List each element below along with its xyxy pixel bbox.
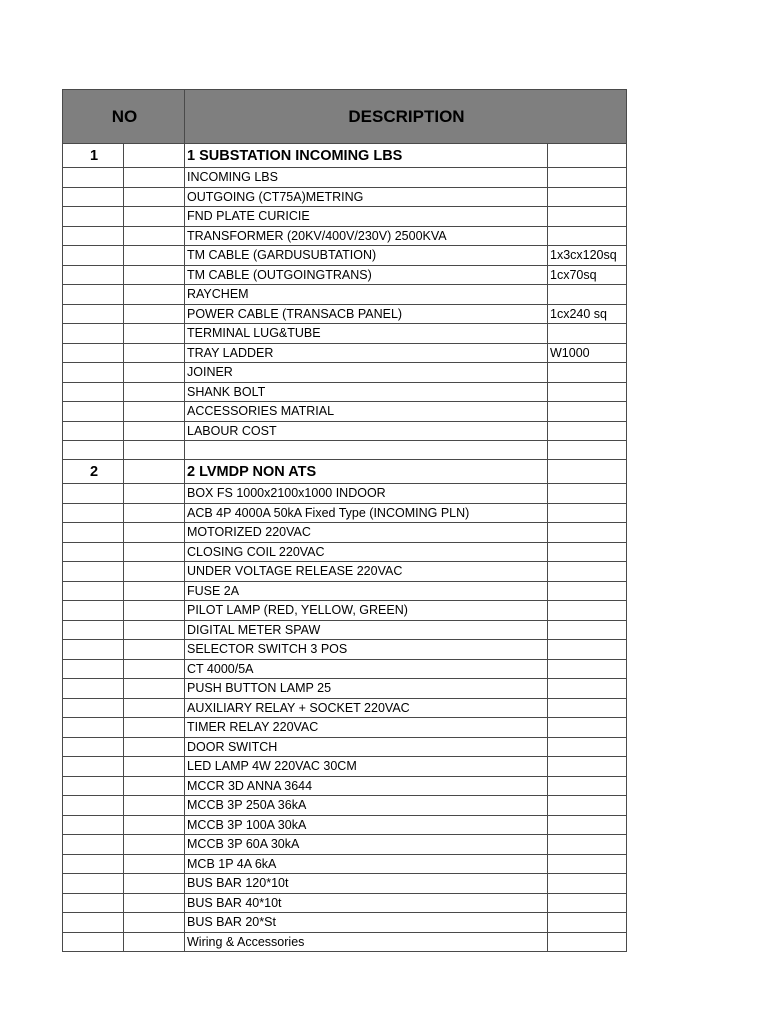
cell-sub[interactable]: [124, 265, 185, 285]
cell-sub[interactable]: [124, 542, 185, 562]
bill-of-materials-table: [62, 89, 627, 952]
cell-no[interactable]: [63, 207, 124, 227]
cell-spec[interactable]: [548, 893, 627, 913]
cell-no[interactable]: [63, 932, 124, 952]
table-row: [63, 932, 627, 952]
cell-no[interactable]: [63, 601, 124, 621]
cell-spec[interactable]: [548, 854, 627, 874]
cell-no[interactable]: [63, 776, 124, 796]
cell-no[interactable]: [63, 835, 124, 855]
cell-no[interactable]: 1: [63, 144, 124, 168]
cell-sub[interactable]: [124, 324, 185, 344]
table-row: [63, 620, 627, 640]
cell-sub[interactable]: [124, 484, 185, 504]
cell-sub[interactable]: [124, 460, 185, 484]
cell-description[interactable]: FUSE 2A: [185, 581, 548, 601]
cell-sub[interactable]: [124, 363, 185, 383]
cell-description[interactable]: SHANK BOLT: [185, 382, 548, 402]
cell-sub[interactable]: [124, 796, 185, 816]
cell-sub[interactable]: [124, 835, 185, 855]
section-row: [63, 460, 627, 484]
cell-spec[interactable]: [548, 285, 627, 305]
table-row: [63, 854, 627, 874]
cell-spec[interactable]: [548, 659, 627, 679]
table-row: [63, 304, 627, 324]
cell-sub[interactable]: [124, 144, 185, 168]
cell-no[interactable]: 2: [63, 460, 124, 484]
header-no: NO: [63, 90, 185, 144]
cell-no[interactable]: [63, 893, 124, 913]
cell-no[interactable]: [63, 659, 124, 679]
cell-description[interactable]: RAYCHEM: [185, 285, 548, 305]
cell-sub[interactable]: [124, 207, 185, 227]
cell-sub[interactable]: [124, 913, 185, 933]
cell-description[interactable]: TM CABLE (OUTGOINGTRANS): [185, 265, 548, 285]
cell-sub[interactable]: [124, 718, 185, 738]
table-row: [63, 776, 627, 796]
cell-no[interactable]: [63, 913, 124, 933]
cell-description[interactable]: SELECTOR SWITCH 3 POS: [185, 640, 548, 660]
cell-spec[interactable]: [548, 620, 627, 640]
cell-sub[interactable]: [124, 168, 185, 188]
cell-no[interactable]: [63, 441, 124, 460]
cell-no[interactable]: [63, 757, 124, 777]
cell-spec[interactable]: [548, 718, 627, 738]
cell-sub[interactable]: [124, 421, 185, 441]
cell-spec[interactable]: 1cx240 sq: [548, 304, 627, 324]
cell-no[interactable]: [63, 562, 124, 582]
cell-no[interactable]: [63, 698, 124, 718]
cell-sub[interactable]: [124, 503, 185, 523]
table-row: [63, 835, 627, 855]
cell-spec[interactable]: [548, 601, 627, 621]
cell-sub[interactable]: [124, 285, 185, 305]
cell-sub[interactable]: [124, 562, 185, 582]
cell-spec[interactable]: [548, 144, 627, 168]
table-row: [63, 382, 627, 402]
table-row: [63, 421, 627, 441]
cell-sub[interactable]: [124, 698, 185, 718]
cell-sub[interactable]: [124, 640, 185, 660]
cell-description[interactable]: LED LAMP 4W 220VAC 30CM: [185, 757, 548, 777]
spreadsheet: [62, 89, 626, 952]
cell-no[interactable]: [63, 285, 124, 305]
cell-description[interactable]: CLOSING COIL 220VAC: [185, 542, 548, 562]
cell-sub[interactable]: [124, 659, 185, 679]
cell-no[interactable]: [63, 815, 124, 835]
table-row: [63, 640, 627, 660]
cell-sub[interactable]: [124, 854, 185, 874]
cell-spec[interactable]: [548, 640, 627, 660]
cell-no[interactable]: [63, 874, 124, 894]
table-row: [63, 601, 627, 621]
cell-description[interactable]: POWER CABLE (TRANSACB PANEL): [185, 304, 548, 324]
cell-description[interactable]: MCCB 3P 60A 30kA: [185, 835, 548, 855]
cell-description[interactable]: BUS BAR 20*St: [185, 913, 548, 933]
cell-sub[interactable]: [124, 815, 185, 835]
cell-spec[interactable]: [548, 776, 627, 796]
cell-no[interactable]: [63, 421, 124, 441]
cell-no[interactable]: [63, 187, 124, 207]
cell-description[interactable]: MOTORIZED 220VAC: [185, 523, 548, 543]
table-row: [63, 265, 627, 285]
table-row: [63, 343, 627, 363]
cell-spec[interactable]: [548, 523, 627, 543]
cell-spec[interactable]: [548, 757, 627, 777]
cell-spec[interactable]: [548, 913, 627, 933]
cell-spec[interactable]: [548, 796, 627, 816]
cell-description[interactable]: MCCB 3P 100A 30kA: [185, 815, 548, 835]
cell-no[interactable]: [63, 363, 124, 383]
cell-sub[interactable]: [124, 304, 185, 324]
cell-description[interactable]: JOINER: [185, 363, 548, 383]
cell-description[interactable]: TM CABLE (GARDUSUBTATION): [185, 246, 548, 266]
cell-no[interactable]: [63, 304, 124, 324]
table-row: [63, 187, 627, 207]
cell-spec[interactable]: [548, 835, 627, 855]
cell-no[interactable]: [63, 737, 124, 757]
cell-no[interactable]: [63, 620, 124, 640]
table-row: [63, 226, 627, 246]
cell-description[interactable]: MCB 1P 4A 6kA: [185, 854, 548, 874]
cell-no[interactable]: [63, 402, 124, 422]
cell-spec[interactable]: [548, 874, 627, 894]
cell-spec[interactable]: [548, 484, 627, 504]
table-row: [63, 207, 627, 227]
cell-sub[interactable]: [124, 246, 185, 266]
cell-sub[interactable]: [124, 581, 185, 601]
table-row: [63, 523, 627, 543]
cell-no[interactable]: [63, 265, 124, 285]
cell-spec[interactable]: 1x3cx120sq: [548, 246, 627, 266]
cell-sub[interactable]: [124, 874, 185, 894]
cell-sub[interactable]: [124, 737, 185, 757]
cell-description[interactable]: CT 4000/5A: [185, 659, 548, 679]
cell-description[interactable]: BOX FS 1000x2100x1000 INDOOR: [185, 484, 548, 504]
table-row: [63, 679, 627, 699]
table-row: [63, 285, 627, 305]
table-row: [63, 441, 627, 460]
cell-description[interactable]: Wiring & Accessories: [185, 932, 548, 952]
table-row: [63, 542, 627, 562]
table-row: [63, 815, 627, 835]
cell-description[interactable]: PILOT LAMP (RED, YELLOW, GREEN): [185, 601, 548, 621]
cell-description[interactable]: OUTGOING (CT75A)METRING: [185, 187, 548, 207]
cell-description[interactable]: TERMINAL LUG&TUBE: [185, 324, 548, 344]
cell-description[interactable]: UNDER VOLTAGE RELEASE 220VAC: [185, 562, 548, 582]
cell-spec[interactable]: [548, 363, 627, 383]
cell-description[interactable]: MCCB 3P 250A 36kA: [185, 796, 548, 816]
cell-spec[interactable]: [548, 932, 627, 952]
cell-description[interactable]: PUSH BUTTON LAMP 25: [185, 679, 548, 699]
cell-no[interactable]: [63, 581, 124, 601]
cell-sub[interactable]: [124, 343, 185, 363]
cell-description[interactable]: 2 LVMDP NON ATS: [185, 460, 548, 484]
cell-no[interactable]: [63, 542, 124, 562]
table-row: [63, 246, 627, 266]
table-row: [63, 168, 627, 188]
cell-spec[interactable]: [548, 815, 627, 835]
section-row: [63, 144, 627, 168]
cell-sub[interactable]: [124, 757, 185, 777]
table-row: [63, 796, 627, 816]
table-row: [63, 324, 627, 344]
cell-no[interactable]: [63, 226, 124, 246]
cell-no[interactable]: [63, 343, 124, 363]
cell-description[interactable]: 1 SUBSTATION INCOMING LBS: [185, 144, 548, 168]
cell-sub[interactable]: [124, 187, 185, 207]
cell-description[interactable]: TRANSFORMER (20KV/400V/230V) 2500KVA: [185, 226, 548, 246]
cell-description[interactable]: BUS BAR 40*10t: [185, 893, 548, 913]
table-row: [63, 698, 627, 718]
cell-spec[interactable]: W1000: [548, 343, 627, 363]
cell-no[interactable]: [63, 382, 124, 402]
cell-spec[interactable]: [548, 441, 627, 460]
cell-description[interactable]: DOOR SWITCH: [185, 737, 548, 757]
cell-no[interactable]: [63, 246, 124, 266]
cell-spec[interactable]: [548, 187, 627, 207]
table-row: [63, 484, 627, 504]
cell-spec[interactable]: [548, 542, 627, 562]
cell-description[interactable]: INCOMING LBS: [185, 168, 548, 188]
cell-description[interactable]: ACB 4P 4000A 50kA Fixed Type (INCOMING PLN): [185, 503, 548, 523]
cell-sub[interactable]: [124, 893, 185, 913]
cell-spec[interactable]: [548, 679, 627, 699]
table-row: [63, 757, 627, 777]
cell-sub[interactable]: [124, 402, 185, 422]
cell-sub[interactable]: [124, 382, 185, 402]
cell-spec[interactable]: [548, 581, 627, 601]
cell-spec[interactable]: [548, 207, 627, 227]
cell-spec[interactable]: [548, 168, 627, 188]
cell-sub[interactable]: [124, 523, 185, 543]
cell-spec[interactable]: [548, 503, 627, 523]
cell-description[interactable]: AUXILIARY RELAY + SOCKET 220VAC: [185, 698, 548, 718]
cell-no[interactable]: [63, 484, 124, 504]
cell-description[interactable]: ACCESSORIES MATRIAL: [185, 402, 548, 422]
cell-no[interactable]: [63, 523, 124, 543]
table-row: [63, 503, 627, 523]
cell-no[interactable]: [63, 679, 124, 699]
cell-spec[interactable]: [548, 460, 627, 484]
cell-description[interactable]: TIMER RELAY 220VAC: [185, 718, 548, 738]
cell-spec[interactable]: [548, 562, 627, 582]
cell-sub[interactable]: [124, 776, 185, 796]
cell-sub[interactable]: [124, 620, 185, 640]
cell-no[interactable]: [63, 168, 124, 188]
cell-no[interactable]: [63, 718, 124, 738]
cell-no[interactable]: [63, 796, 124, 816]
table-row: [63, 737, 627, 757]
table-row: [63, 874, 627, 894]
cell-sub[interactable]: [124, 679, 185, 699]
cell-sub[interactable]: [124, 932, 185, 952]
table-row: [63, 913, 627, 933]
cell-description[interactable]: MCCR 3D ANNA 3644: [185, 776, 548, 796]
header-description: DESCRIPTION: [185, 90, 627, 144]
table-row: [63, 363, 627, 383]
table-row: [63, 402, 627, 422]
cell-spec[interactable]: [548, 402, 627, 422]
table-row: [63, 659, 627, 679]
cell-spec[interactable]: [548, 421, 627, 441]
cell-spec[interactable]: [548, 698, 627, 718]
header-row: [63, 90, 627, 144]
cell-spec[interactable]: [548, 382, 627, 402]
cell-spec[interactable]: [548, 324, 627, 344]
table-row: [63, 562, 627, 582]
cell-description[interactable]: TRAY LADDER: [185, 343, 548, 363]
cell-description[interactable]: DIGITAL METER SPAW: [185, 620, 548, 640]
table-row: [63, 893, 627, 913]
cell-spec[interactable]: [548, 226, 627, 246]
cell-description[interactable]: BUS BAR 120*10t: [185, 874, 548, 894]
cell-no[interactable]: [63, 640, 124, 660]
cell-description[interactable]: [185, 441, 548, 460]
cell-description[interactable]: FND PLATE CURICIE: [185, 207, 548, 227]
cell-no[interactable]: [63, 324, 124, 344]
table-row: [63, 581, 627, 601]
cell-description[interactable]: LABOUR COST: [185, 421, 548, 441]
table-row: [63, 718, 627, 738]
cell-spec[interactable]: [548, 737, 627, 757]
cell-no[interactable]: [63, 854, 124, 874]
cell-sub[interactable]: [124, 441, 185, 460]
cell-spec[interactable]: 1cx70sq: [548, 265, 627, 285]
cell-sub[interactable]: [124, 226, 185, 246]
cell-sub[interactable]: [124, 601, 185, 621]
cell-no[interactable]: [63, 503, 124, 523]
